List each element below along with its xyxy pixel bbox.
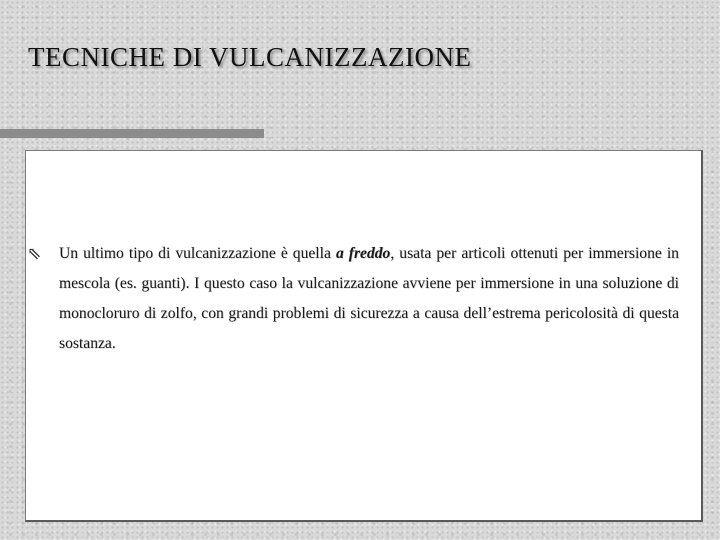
- bullet-item: [27, 239, 679, 359]
- paragraph-emphasis: a freddo: [335, 245, 391, 262]
- title-underline-bar: [0, 129, 264, 138]
- corner-arrow-icon: ⇖: [27, 244, 42, 263]
- content-box: [25, 150, 703, 522]
- slide-title: TECNICHE DI VULCANIZZAZIONE: [28, 42, 472, 72]
- paragraph-text-after: , usata per articoli ottenuti per immersione in mescola (es. guanti). I questo caso la vulcanizzazione avviene per immersione in una soluzione di monocloruro di zolfo, con grandi problemi di sicurezza a causa dell’estrema pericolosità di questa sostanza.: [59, 245, 679, 352]
- paragraph-text-before: Un ultimo tipo di vulcanizzazione è quella: [59, 245, 336, 262]
